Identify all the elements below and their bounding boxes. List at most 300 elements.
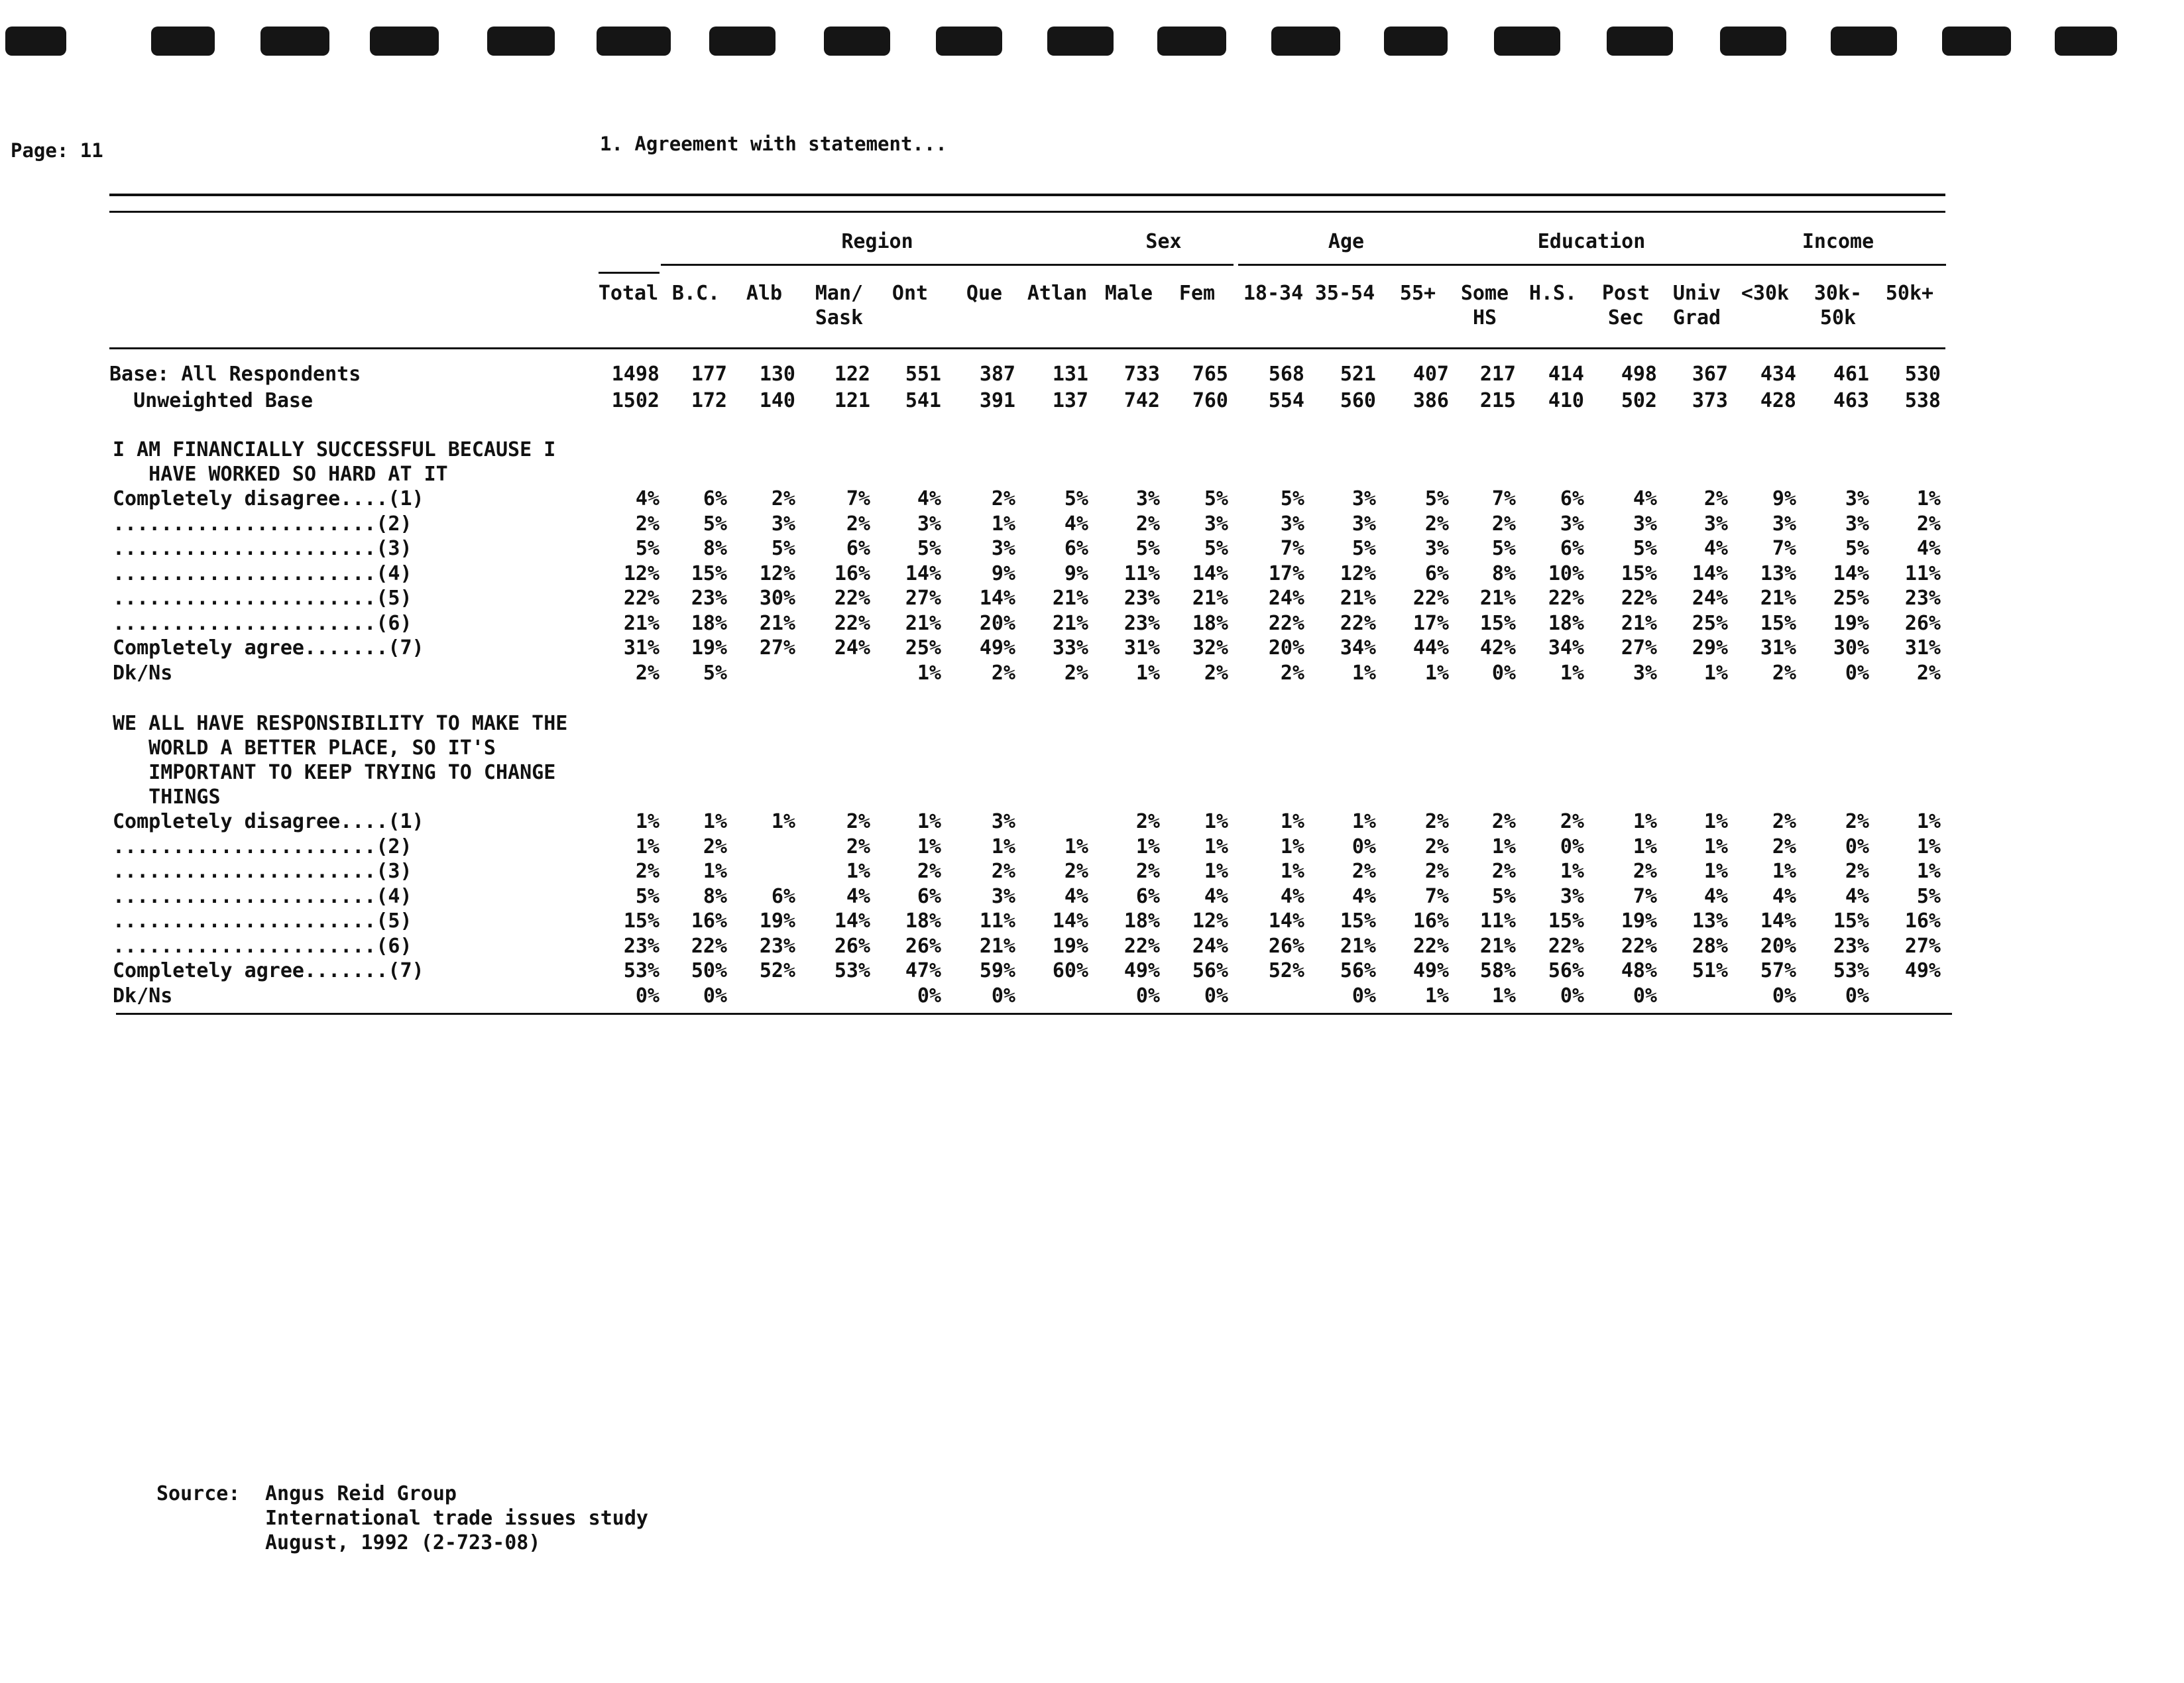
table-cell: 1% (1280, 860, 1304, 883)
table-cell: 1% (991, 512, 1015, 536)
table-cell: 12% (759, 561, 795, 585)
table-cell: 22% (1340, 611, 1376, 635)
table-cell: 9% (1772, 487, 1796, 510)
column-header: Que (966, 282, 1003, 305)
table-cell: 2% (991, 661, 1015, 685)
column-header: Some HS (1460, 282, 1509, 329)
base-cell: 217 (1479, 363, 1516, 386)
table-cell: 21% (623, 611, 660, 635)
table-cell: 18% (1192, 611, 1228, 635)
table-cell: 0% (1204, 984, 1228, 1008)
table-cell: 14% (1268, 909, 1304, 933)
table-cell: 1% (635, 810, 660, 833)
table-cell: 10% (1548, 561, 1584, 585)
table-cell: 2% (1845, 810, 1869, 833)
table-cell: 2% (1772, 810, 1796, 833)
table-cell: 21% (1340, 587, 1376, 610)
base-cell: 414 (1548, 363, 1584, 386)
table-cell: 27% (759, 636, 795, 660)
table-cell: 27% (905, 587, 941, 610)
table-cell: 22% (834, 611, 870, 635)
table-cell: 2% (1491, 512, 1516, 536)
table-cell: 15% (1548, 909, 1584, 933)
table-cell: 26% (1268, 934, 1304, 958)
table-cell: 14% (834, 909, 870, 933)
table-cell: 22% (1123, 934, 1160, 958)
table-cell: 14% (979, 587, 1015, 610)
table-cell: 22% (834, 587, 870, 610)
table-cell: 23% (1904, 587, 1941, 610)
table-cell: 6% (1135, 884, 1160, 908)
table-cell: 3% (1204, 512, 1228, 536)
base-cell: 367 (1692, 363, 1728, 386)
row-label: ......................(2) (113, 512, 412, 536)
table-cell: 4% (1351, 884, 1376, 908)
table-cell: 15% (1833, 909, 1869, 933)
table-cell: 0% (1560, 984, 1584, 1008)
table-cell: 14% (905, 561, 941, 585)
table-cell: 5% (1351, 537, 1376, 560)
table-cell: 0% (1772, 984, 1796, 1008)
table-cell: 30% (1833, 636, 1869, 660)
column-header: B.C. (671, 282, 720, 305)
table-cell: 6% (1560, 537, 1584, 560)
table-cell: 28% (1692, 934, 1728, 958)
table-cell: 1% (1351, 810, 1376, 833)
base-cell: 1498 (611, 363, 660, 386)
base-cell: 407 (1412, 363, 1449, 386)
table-cell: 5% (1845, 537, 1869, 560)
table-cell: 3% (1280, 512, 1304, 536)
table-cell: 1% (1204, 835, 1228, 858)
table-cell: 34% (1548, 636, 1584, 660)
table-cell: 5% (703, 661, 727, 685)
table-cell: 14% (1833, 561, 1869, 585)
table-cell: 4% (1845, 884, 1869, 908)
table-cell: 0% (703, 984, 727, 1008)
table-cell: 1% (1772, 860, 1796, 883)
table-cell: 18% (905, 909, 941, 933)
table-cell: 8% (703, 537, 727, 560)
table-cell: 4% (1064, 884, 1088, 908)
unweighted-cell: 742 (1123, 389, 1160, 412)
table-cell: 1% (635, 835, 660, 858)
table-cell: 19% (759, 909, 795, 933)
table-top-rule (109, 194, 1945, 196)
table-cell: 1% (1703, 810, 1728, 833)
table-cell: 2% (635, 661, 660, 685)
group-underline (1730, 264, 1946, 266)
column-header: 55+ (1399, 282, 1436, 305)
column-header: Total (598, 282, 659, 305)
table-cell: 0% (1351, 835, 1376, 858)
table-cell: 2% (846, 810, 870, 833)
table-cell: 5% (1491, 884, 1516, 908)
question-title: WORLD A BETTER PLACE, SO IT'S (113, 736, 496, 760)
table-cell: 2% (1916, 661, 1941, 685)
table-cell: 1% (1351, 661, 1376, 685)
table-cell: 16% (834, 561, 870, 585)
table-cell: 1% (1064, 835, 1088, 858)
base-cell: 177 (691, 363, 727, 386)
column-header: <30k (1741, 282, 1790, 305)
group-underline (1238, 264, 1454, 266)
table-cell: 15% (623, 909, 660, 933)
table-cell: 26% (1904, 611, 1941, 635)
row-label: Completely disagree....(1) (113, 487, 424, 510)
table-cell: 5% (1916, 884, 1941, 908)
table-cell: 1% (1204, 810, 1228, 833)
question-title: IMPORTANT TO KEEP TRYING TO CHANGE (113, 761, 556, 784)
total-underline (599, 272, 660, 274)
table-cell: 1% (1491, 835, 1516, 858)
table-cell: 5% (1633, 537, 1657, 560)
table-cell: 1% (1916, 835, 1941, 858)
row-label: Completely disagree....(1) (113, 810, 424, 833)
table-cell: 27% (1904, 934, 1941, 958)
table-cell: 19% (691, 636, 727, 660)
table-cell: 9% (991, 561, 1015, 585)
table-cell: 2% (635, 860, 660, 883)
table-cell: 3% (991, 884, 1015, 908)
unweighted-cell: 502 (1621, 389, 1657, 412)
group-underline (1094, 264, 1234, 266)
table-cell: 51% (1692, 959, 1728, 982)
table-cell: 58% (1479, 959, 1516, 982)
table-cell: 14% (1760, 909, 1796, 933)
table-cell: 2% (1135, 860, 1160, 883)
column-header: 30k- 50k (1813, 282, 1863, 329)
table-cell: 5% (703, 512, 727, 536)
table-cell: 2% (1560, 810, 1584, 833)
table-cell: 5% (1424, 487, 1449, 510)
table-cell: 9% (1064, 561, 1088, 585)
table-cell: 53% (1833, 959, 1869, 982)
table-cell: 22% (1548, 934, 1584, 958)
table-cell: 1% (1703, 661, 1728, 685)
table-cell: 1% (1560, 661, 1584, 685)
table-cell: 5% (917, 537, 941, 560)
column-header: Atlan (1027, 282, 1088, 305)
unweighted-cell: 541 (905, 389, 941, 412)
table-cell: 1% (1280, 835, 1304, 858)
table-cell: 1% (1204, 860, 1228, 883)
column-header: Alb (746, 282, 783, 305)
source-line: International trade issues study (265, 1507, 648, 1530)
unweighted-cell: 428 (1760, 389, 1796, 412)
table-cell: 22% (1412, 587, 1449, 610)
table-cell: 4% (1064, 512, 1088, 536)
column-header: Man/ Sask (815, 282, 864, 329)
table-cell: 16% (1904, 909, 1941, 933)
header-bottom-rule (109, 347, 1945, 349)
table-cell: 3% (991, 537, 1015, 560)
table-cell: 30% (759, 587, 795, 610)
unweighted-cell: 373 (1692, 389, 1728, 412)
table-cell: 3% (991, 810, 1015, 833)
table-cell: 21% (1479, 934, 1516, 958)
table-cell: 5% (1204, 537, 1228, 560)
table-cell: 48% (1621, 959, 1657, 982)
table-cell: 2% (1204, 661, 1228, 685)
table-cell: 12% (1340, 561, 1376, 585)
unweighted-cell: 554 (1268, 389, 1304, 412)
table-cell: 0% (917, 984, 941, 1008)
table-cell: 21% (1340, 934, 1376, 958)
table-cell: 2% (1351, 860, 1376, 883)
table-cell: 26% (905, 934, 941, 958)
page-number: Page: 11 (11, 139, 103, 162)
table-cell: 11% (979, 909, 1015, 933)
table-bottom-rule (116, 1013, 1952, 1015)
table-cell: 2% (1064, 860, 1088, 883)
table-cell: 2% (1424, 860, 1449, 883)
table-cell: 3% (771, 512, 795, 536)
table-cell: 59% (979, 959, 1015, 982)
column-header: 18-34 (1243, 282, 1304, 305)
table-cell: 53% (623, 959, 660, 982)
table-cell: 3% (1560, 884, 1584, 908)
table-cell: 24% (834, 636, 870, 660)
table-cell: 11% (1904, 561, 1941, 585)
table-cell: 5% (1204, 487, 1228, 510)
base-cell: 551 (905, 363, 941, 386)
table-cell: 3% (1703, 512, 1728, 536)
table-cell: 0% (1560, 835, 1584, 858)
group-header: Education (1537, 230, 1646, 253)
table-cell: 4% (1633, 487, 1657, 510)
table-cell: 0% (991, 984, 1015, 1008)
table-cell: 21% (1192, 587, 1228, 610)
table-cell: 33% (1052, 636, 1088, 660)
table-cell: 22% (1268, 611, 1304, 635)
table-cell: 4% (1703, 884, 1728, 908)
table-cell: 34% (1340, 636, 1376, 660)
table-cell: 1% (1703, 835, 1728, 858)
unweighted-cell: 121 (834, 389, 870, 412)
table-cell: 2% (991, 860, 1015, 883)
table-cell: 23% (1123, 611, 1160, 635)
table-cell: 22% (1621, 934, 1657, 958)
table-cell: 4% (1280, 884, 1304, 908)
table-cell: 2% (1135, 512, 1160, 536)
column-header: Male (1104, 282, 1153, 305)
table-cell: 1% (1135, 835, 1160, 858)
table-cell: 2% (1491, 860, 1516, 883)
question-title: WE ALL HAVE RESPONSIBILITY TO MAKE THE (113, 712, 568, 735)
base-cell: 461 (1833, 363, 1869, 386)
table-cell: 6% (917, 884, 941, 908)
table-cell: 56% (1192, 959, 1228, 982)
table-cell: 4% (917, 487, 941, 510)
table-cell: 21% (979, 934, 1015, 958)
table-cell: 5% (635, 884, 660, 908)
base-cell: 765 (1192, 363, 1228, 386)
table-cell: 1% (1280, 810, 1304, 833)
source-label: Source: (156, 1482, 241, 1505)
row-label: Dk/Ns (113, 661, 173, 685)
table-cell: 2% (846, 835, 870, 858)
table-cell: 6% (771, 884, 795, 908)
table-cell: 2% (771, 487, 795, 510)
table-cell: 2% (846, 512, 870, 536)
table-cell: 0% (1845, 661, 1869, 685)
table-cell: 22% (691, 934, 727, 958)
row-label: ......................(6) (113, 611, 412, 635)
row-label: ......................(5) (113, 909, 412, 933)
table-cell: 19% (1833, 611, 1869, 635)
column-header: Fem (1178, 282, 1216, 305)
table-cell: 0% (1633, 984, 1657, 1008)
table-cell: 25% (1833, 587, 1869, 610)
table-cell: 15% (1340, 909, 1376, 933)
table-cell: 23% (623, 934, 660, 958)
table-cell: 2% (1703, 487, 1728, 510)
table-cell: 2% (1424, 512, 1449, 536)
question-title: HAVE WORKED SO HARD AT IT (113, 463, 448, 486)
table-cell: 17% (1412, 611, 1449, 635)
table-cell: 4% (846, 884, 870, 908)
table-cell: 2% (1916, 512, 1941, 536)
table-cell: 20% (1760, 934, 1796, 958)
unweighted-cell: 560 (1340, 389, 1376, 412)
base-cell: 434 (1760, 363, 1796, 386)
base-cell: 733 (1123, 363, 1160, 386)
table-cell: 8% (1491, 561, 1516, 585)
table-cell: 52% (759, 959, 795, 982)
table-cell: 5% (1491, 537, 1516, 560)
table-cell: 1% (917, 810, 941, 833)
table-cell: 4% (1204, 884, 1228, 908)
table-cell: 49% (1123, 959, 1160, 982)
row-label: Unweighted Base (109, 389, 314, 412)
table-cell: 14% (1692, 561, 1728, 585)
table-cell: 31% (623, 636, 660, 660)
table-cell: 52% (1268, 959, 1304, 982)
table-cell: 16% (1412, 909, 1449, 933)
base-cell: 130 (759, 363, 795, 386)
table-cell: 21% (1479, 587, 1516, 610)
table-cell: 2% (917, 860, 941, 883)
table-cell: 23% (1833, 934, 1869, 958)
table-cell: 47% (905, 959, 941, 982)
row-label: ......................(3) (113, 537, 412, 560)
table-cell: 31% (1123, 636, 1160, 660)
table-cell: 18% (1123, 909, 1160, 933)
table-cell: 3% (1135, 487, 1160, 510)
table-cell: 2% (1845, 860, 1869, 883)
table-cell: 8% (703, 884, 727, 908)
table-cell: 1% (1135, 661, 1160, 685)
table-cell: 29% (1692, 636, 1728, 660)
unweighted-cell: 463 (1833, 389, 1869, 412)
row-label: ......................(5) (113, 587, 412, 610)
table-cell: 2% (1491, 810, 1516, 833)
table-cell: 14% (1192, 561, 1228, 585)
table-cell: 15% (691, 561, 727, 585)
table-cell: 21% (1052, 587, 1088, 610)
base-cell: 568 (1268, 363, 1304, 386)
table-cell: 3% (1633, 661, 1657, 685)
table-cell: 19% (1052, 934, 1088, 958)
table-cell: 11% (1479, 909, 1516, 933)
table-cell: 2% (1135, 810, 1160, 833)
question-title: THINGS (113, 785, 221, 809)
table-cell: 0% (1491, 661, 1516, 685)
table-cell: 3% (1633, 512, 1657, 536)
group-header: Sex (1145, 230, 1182, 253)
table-cell: 32% (1192, 636, 1228, 660)
table-cell: 57% (1760, 959, 1796, 982)
unweighted-cell: 172 (691, 389, 727, 412)
unweighted-cell: 137 (1052, 389, 1088, 412)
column-header: 50k+ (1885, 282, 1934, 305)
table-cell: 1% (1916, 810, 1941, 833)
row-label: ......................(4) (113, 884, 412, 908)
table-cell: 1% (846, 860, 870, 883)
table-cell: 15% (1479, 611, 1516, 635)
base-cell: 498 (1621, 363, 1657, 386)
table-cell: 1% (771, 810, 795, 833)
table-cell: 22% (1621, 587, 1657, 610)
table-cell: 25% (1692, 611, 1728, 635)
column-header: 35-54 (1314, 282, 1375, 305)
table-cell: 56% (1340, 959, 1376, 982)
table-cell: 2% (1772, 661, 1796, 685)
table-cell: 0% (1845, 984, 1869, 1008)
table-cell: 23% (759, 934, 795, 958)
question-title: I AM FINANCIALLY SUCCESSFUL BECAUSE I (113, 438, 556, 461)
table-cell: 1% (991, 835, 1015, 858)
table-cell: 22% (1412, 934, 1449, 958)
table-cell: 2% (703, 835, 727, 858)
table-cell: 1% (1491, 984, 1516, 1008)
table-cell: 6% (1064, 537, 1088, 560)
row-label: ......................(4) (113, 561, 412, 585)
row-label: ......................(2) (113, 835, 412, 858)
table-cell: 22% (623, 587, 660, 610)
table-cell: 7% (846, 487, 870, 510)
table-cell: 12% (623, 561, 660, 585)
table-cell: 2% (1424, 835, 1449, 858)
table-cell: 3% (1351, 487, 1376, 510)
unweighted-cell: 538 (1904, 389, 1941, 412)
page-title: 1. Agreement with statement... (600, 133, 947, 155)
table-cell: 24% (1692, 587, 1728, 610)
table-cell: 2% (1633, 860, 1657, 883)
table-cell: 21% (1052, 611, 1088, 635)
table-cell: 1% (1916, 487, 1941, 510)
row-label: Completely agree.......(7) (113, 636, 424, 660)
table-cell: 21% (1621, 611, 1657, 635)
column-header: Post Sec (1601, 282, 1650, 329)
unweighted-cell: 760 (1192, 389, 1228, 412)
table-cell: 2% (1064, 661, 1088, 685)
table-cell: 24% (1268, 587, 1304, 610)
table-cell: 21% (759, 611, 795, 635)
table-cell: 4% (1772, 884, 1796, 908)
table-cell: 1% (1424, 984, 1449, 1008)
table-cell: 11% (1123, 561, 1160, 585)
table-cell: 18% (691, 611, 727, 635)
table-cell: 7% (1772, 537, 1796, 560)
table-cell: 1% (703, 810, 727, 833)
table-cell: 5% (1135, 537, 1160, 560)
row-label: Completely agree.......(7) (113, 959, 424, 982)
table-cell: 7% (1424, 884, 1449, 908)
base-cell: 530 (1904, 363, 1941, 386)
table-cell: 3% (917, 512, 941, 536)
